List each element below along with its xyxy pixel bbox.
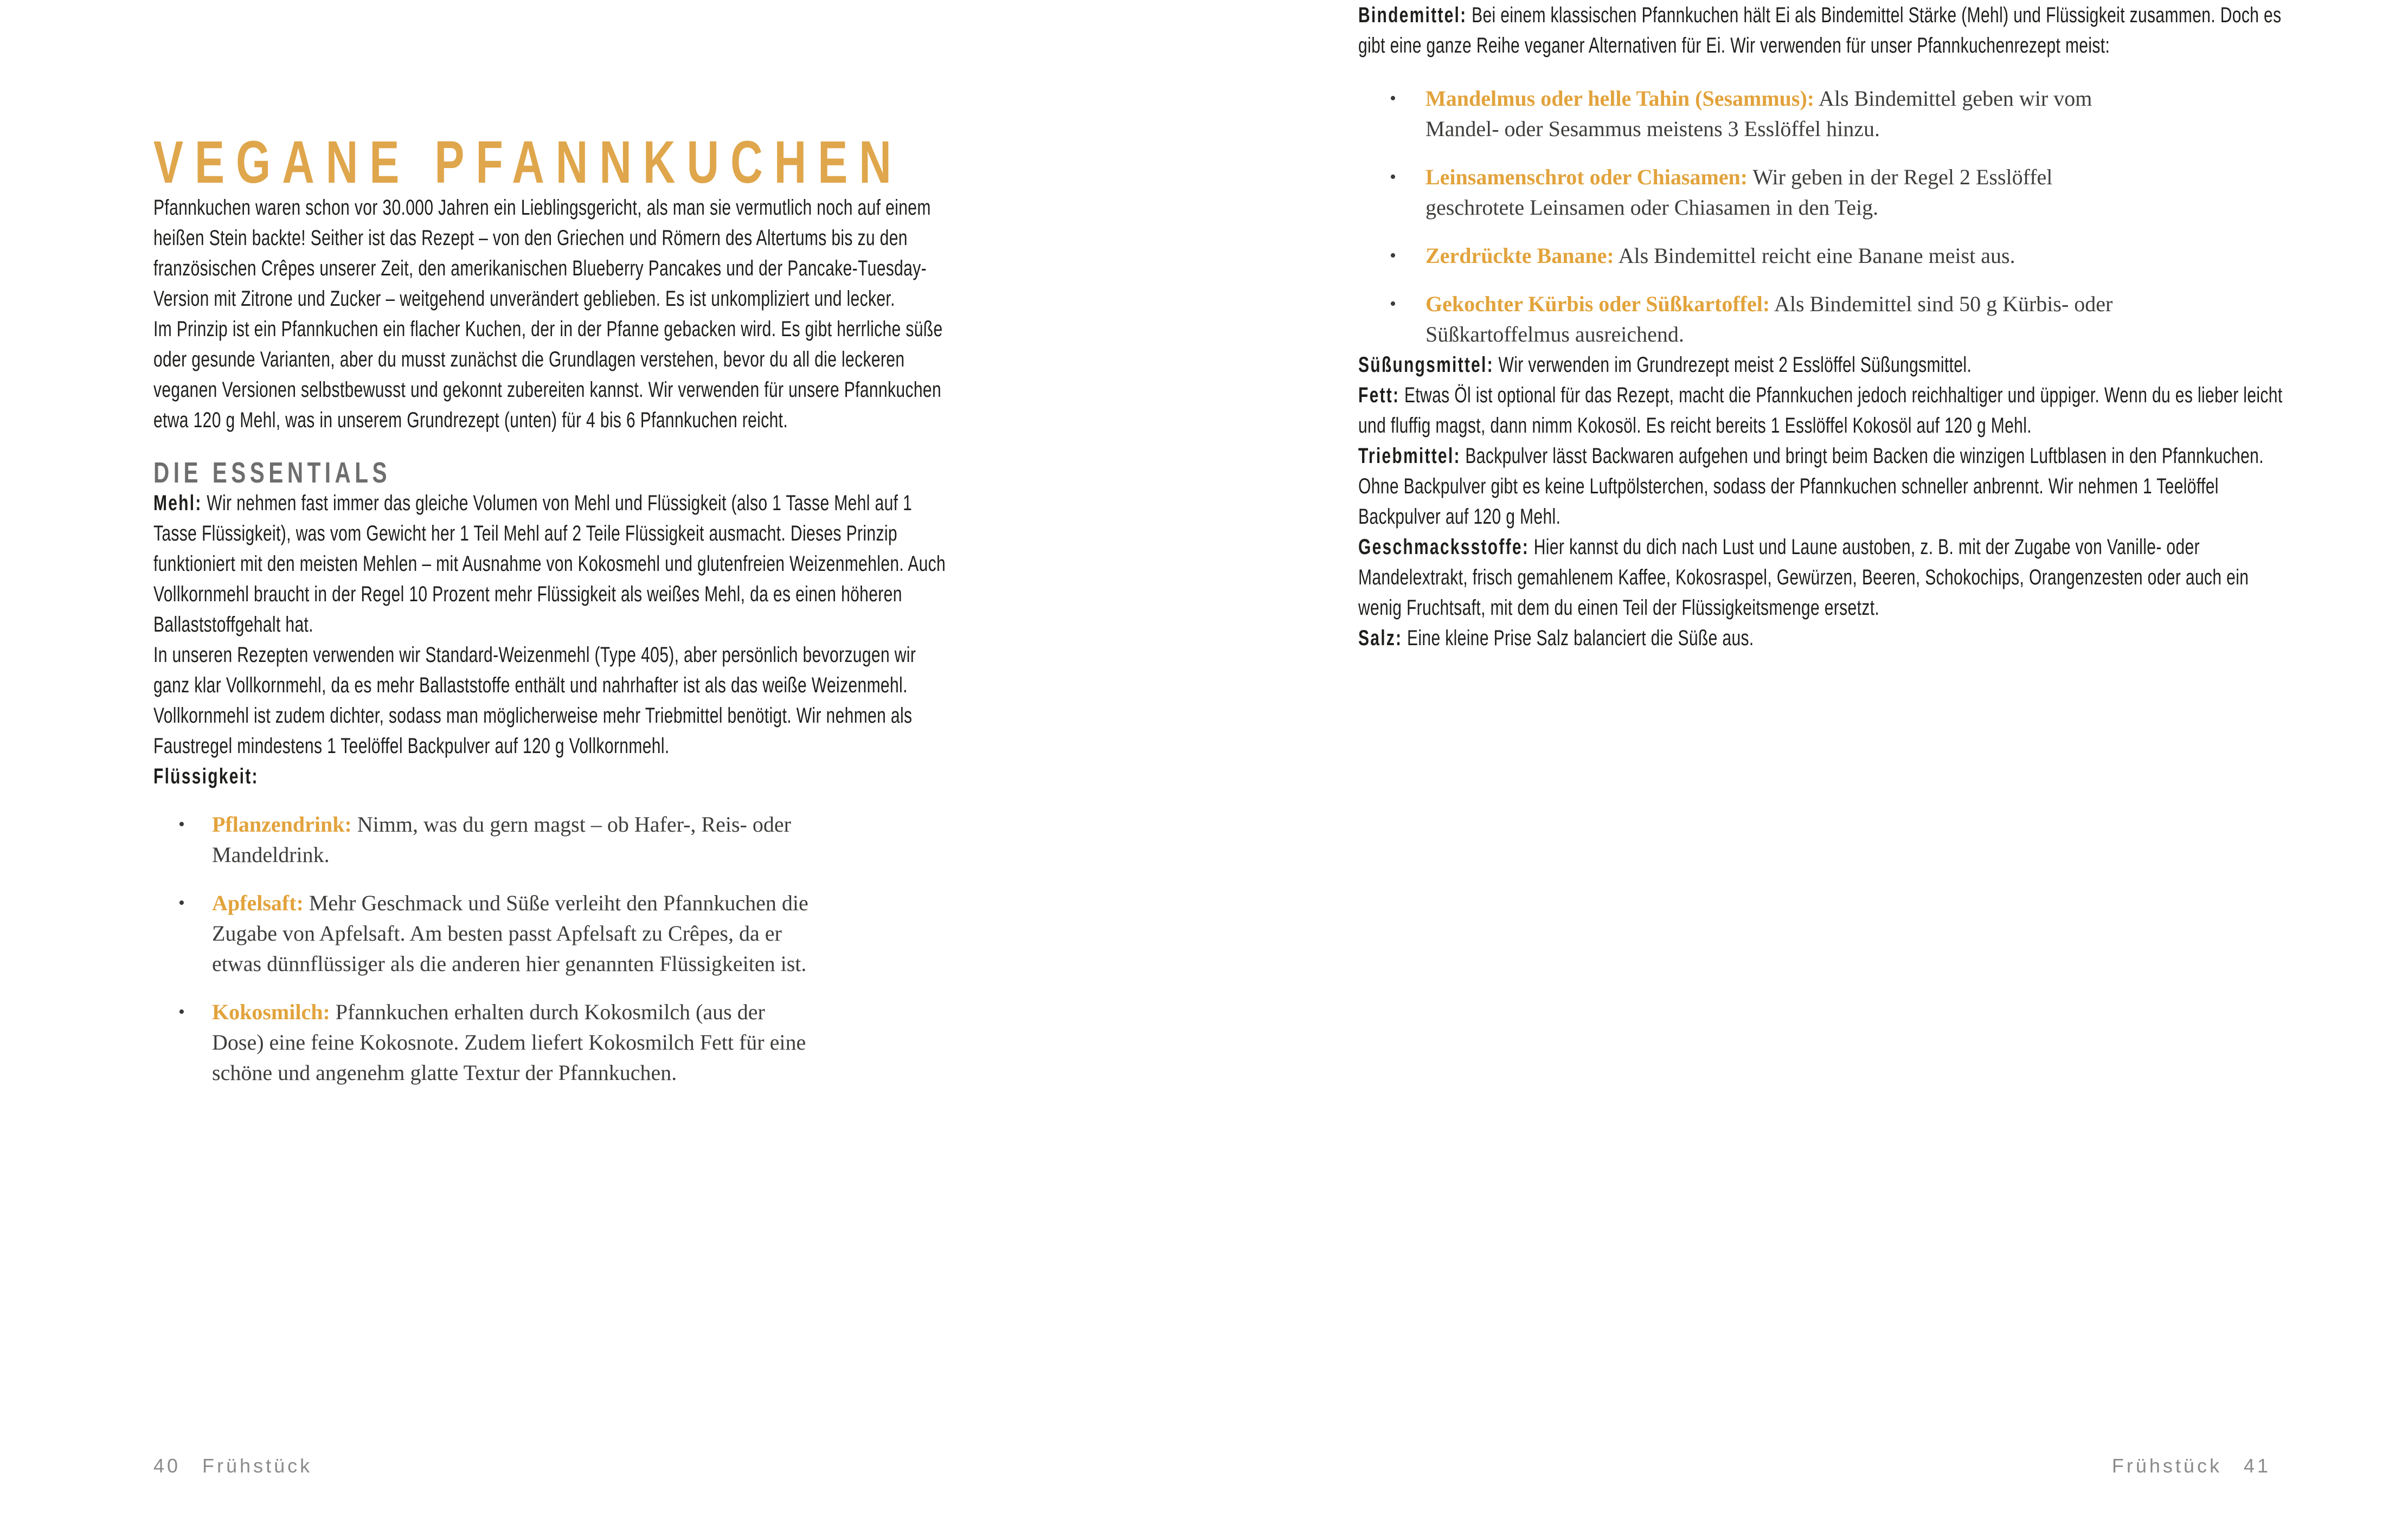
triebmittel-text: Backpulver lässt Backwaren aufgehen und bringt beim Backen die winzigen Luftblasen in den Pfannkuchen. Ohne Backpulver gibt es keine Luftpölsterchen, sodass der Pfannkuchen schneller anbrennt. Wir nehmen 1 Teelöffel Backpulver auf 120 g Mehl. [1358,444,2264,529]
list-item-term: Apfelsaft: [212,891,304,915]
page-title: VEGANE PFANNKUCHEN [153,129,903,196]
page-left [153,0,949,1537]
bullet-icon: • [1390,246,1396,266]
bullet-icon: • [178,1002,185,1022]
list-item-body [1425,241,2136,271]
chapter-name: Frühstück [202,1455,313,1477]
bullet-icon: • [1390,167,1396,187]
list-item-text: Als Bindemittel sind 50 g Kürbis- oder Süßkartoffelmus ausreichend. [1425,292,2113,346]
fluessigkeit-heading [153,761,949,792]
list-item [178,888,949,979]
page-number: 40 [153,1455,181,1477]
list-item-term: Kokosmilch: [212,1000,330,1024]
fett-paragraph [1358,380,2283,441]
list-item-text: Als Bindemittel geben wir vom Mandel- oder Sesammus meistens 3 Esslöffel hinzu. [1425,86,2092,141]
page-right [1358,0,2283,1537]
fett-label: Fett: [1358,383,1400,407]
suessungsmittel-label: Süßungsmittel: [1358,353,1494,377]
list-item [1390,83,2283,144]
list-item-text: Wir geben in der Regel 2 Esslöffel geschrotete Leinsamen oder Chiasamen in den Teig. [1425,165,2053,220]
list-item-text: Pfannkuchen erhalten durch Kokosmilch (aus der Dose) eine feine Kokosnote. Zudem liefert Kokosmilch Fett für eine schöne und angenehm glatte Textur der Pfannkuchen. [212,1000,806,1085]
triebmittel-paragraph [1358,441,2283,532]
geschmacksstoffe-label: Geschmacksstoffe: [1358,535,1530,559]
list-item-term: Gekochter Kürbis oder Süßkartoffel: [1425,292,1770,316]
salz-label: Salz: [1358,626,1403,650]
fett-text: Etwas Öl ist optional für das Rezept, macht die Pfannkuchen jedoch reichhaltiger und üppiger. Wenn du es lieber leicht und fluffig magst, dann nimm Kokosöl. Es reicht bereits 1 Esslöffel Kokosöl auf 120 g Mehl. [1358,383,2283,438]
list-item [1390,241,2283,271]
list-item-term: Mandelmus oder helle Tahin (Sesammus): [1425,86,1815,111]
triebmittel-label: Triebmittel: [1358,444,1461,468]
mehl-paragraph [153,488,949,640]
salz-paragraph [1358,623,2283,653]
salz-text: Eine kleine Prise Salz balanciert die Süße aus. [1407,626,1754,650]
list-item [1390,162,2283,223]
fluessigkeit-list [153,809,949,1088]
list-item-body [212,997,819,1088]
list-item [178,997,949,1088]
geschmacksstoffe-paragraph [1358,532,2283,623]
list-item-term: Pflanzendrink: [212,812,352,837]
list-item-text: Mehr Geschmack und Süße verleiht den Pfannkuchen die Zugabe von Apfelsaft. Am besten passt Apfelsaft zu Crêpes, da er etwas dünnflüssiger als die anderen hier genannten Flüssigkeiten ist. [212,891,808,976]
list-item-term: Leinsamenschrot oder Chiasamen: [1425,165,1748,189]
footer-gap [2222,1454,2244,1478]
list-item-text: Als Bindemittel reicht eine Banane meist aus. [1618,243,2015,268]
page-footer-right [2112,1454,2271,1478]
essentials-heading: DIE ESSENTIALS [153,456,391,489]
bullet-icon: • [1390,294,1396,314]
list-item-term: Zerdrückte Banane: [1425,243,1614,268]
suessungsmittel-text: Wir verwenden im Grundrezept meist 2 Esslöffel Süßungsmittel. [1498,353,1972,377]
list-item-body [1425,289,2136,350]
suessungsmittel-paragraph [1358,350,2283,380]
mehl-label: Mehl: [153,491,202,515]
footer-gap [181,1454,202,1478]
bullet-icon: • [1390,88,1396,108]
page-number: 41 [2243,1455,2271,1477]
intro-paragraph-2: Im Prinzip ist ein Pfannkuchen ein flacher Kuchen, der in der Pfanne gebacken wird. Es gibt herrliche süße oder gesunde Varianten, aber du musst zunächst die Grundlagen verstehen, bevor du all die leckeren veganen Versionen selbstbewusst und gekonnt zubereiten kannst. Wir verwenden für unsere Pfannkuchen etwa 120 g Mehl, was in unserem Grundrezept (unten) für 4 bis 6 Pfannkuchen reicht. [153,317,943,432]
mehl-paragraph-2: In unseren Rezepten verwenden wir Standard-Weizenmehl (Type 405), aber persönlich bevorzugen wir ganz klar Vollkornmehl, da es mehr Ballaststoffe enthält und nahrhafter ist als das weiße Weizenmehl. Vollkornmehl ist zudem dichter, sodass man möglicherweise mehr Triebmittel benötigt. Wir nehmen als Faustregel mindestens 1 Teelöffel Backpulver auf 120 g Vollkornmehl. [153,643,916,758]
mehl-text: Wir nehmen fast immer das gleiche Volumen von Mehl und Flüssigkeit (also 1 Tasse Mehl auf 1 Tasse Flüssigkeit), was vom Gewicht her 1 Teil Mehl auf 2 Teile Flüssigkeit ausmacht. Dieses Prinzip funktioniert mit den meisten Mehlen – mit Ausnahme von Kokosmehl und glutenfreien Weizenmehlen. Auch Vollkornmehl braucht in der Regel 10 Prozent mehr Flüssigkeit als weißes Mehl, da es einen höheren Ballaststoffgehalt hat. [153,491,946,636]
geschmacksstoffe-text: Hier kannst du dich nach Lust und Laune austoben, z. B. mit der Zugabe von Vanille- oder Mandelextrakt, frisch gemahlenem Kaffee, Kokosraspel, Gewürzen, Beeren, Schokochips, Orangenzesten oder auch ein wenig Fruchtsaft, mit dem du einen Teil der Flüssigkeitsmenge ersetzt. [1358,535,2249,620]
bindemittel-paragraph [1358,0,2283,61]
list-item-body [212,809,819,870]
page-footer-left [153,1454,312,1478]
list-item [178,809,949,870]
intro-paragraph-1: Pfannkuchen waren schon vor 30.000 Jahren ein Lieblingsgericht, als man sie vermutlich noch auf einem heißen Stein backte! Seither ist das Rezept – von den Griechen und Römern des Altertums bis zu den französischen Crêpes unserer Zeit, den amerikanischen Blueberry Pancakes und der Pancake-Tuesday-Version mit Zitrone und Zucker – weitgehend unverändert geblieben. Es ist unkompliziert und lecker. [153,196,931,311]
chapter-name: Frühstück [2111,1455,2222,1477]
bullet-icon: • [178,893,185,913]
fluessigkeit-label: Flüssigkeit: [153,764,259,788]
bindemittel-list [1358,83,2283,350]
list-item-body [212,888,819,979]
list-item-text: Nimm, was du gern magst – ob Hafer-, Reis- oder Mandeldrink. [212,812,791,867]
bindemittel-label: Bindemittel: [1358,3,1467,27]
list-item [1390,289,2283,350]
bullet-icon: • [178,814,185,834]
list-item-body [1425,83,2136,144]
bindemittel-text: Bei einem klassischen Pfannkuchen hält Ei als Bindemittel Stärke (Mehl) und Flüssigkeit zusammen. Doch es gibt eine ganze Reihe veganer Alternativen für Ei. Wir verwenden für unser Pfannkuchenrezept meist: [1358,3,2282,57]
list-item-body [1425,162,2136,223]
